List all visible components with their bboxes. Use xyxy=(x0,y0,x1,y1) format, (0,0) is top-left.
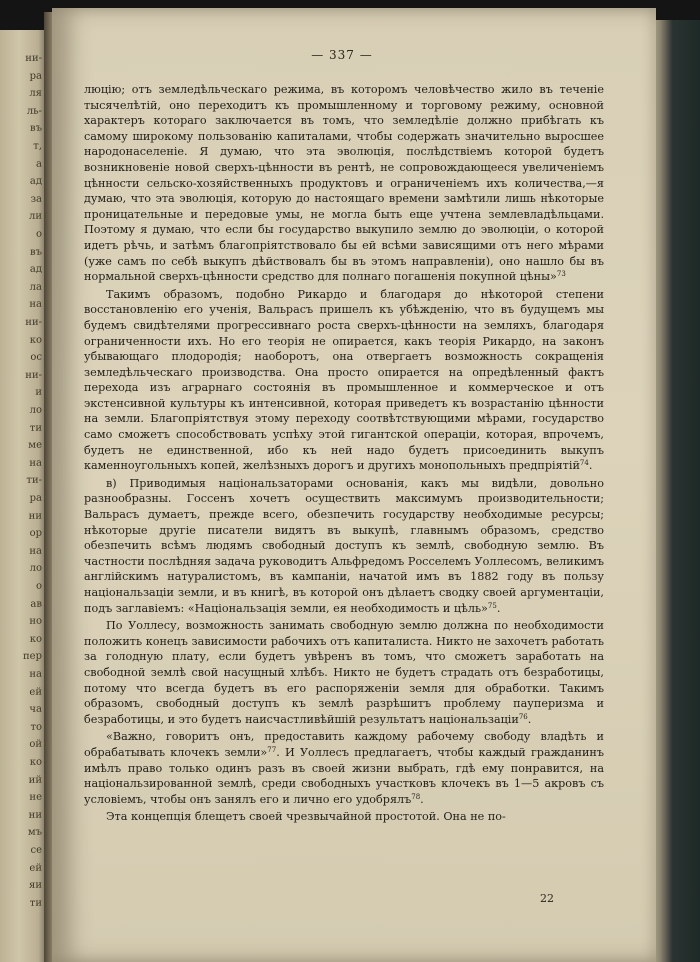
left-page-fragment: ли xyxy=(28,211,42,223)
book-page xyxy=(52,8,656,962)
footnote-ref: 74 xyxy=(579,459,589,468)
left-page-fragment: ти xyxy=(29,422,42,434)
paragraph-text: Эта концепція блещетъ своей чрезвычайной простотой. Она не по- xyxy=(106,810,506,824)
left-page-fragment: ий xyxy=(28,774,42,786)
left-page-fragment: но xyxy=(29,615,42,628)
left-page-fragment: о xyxy=(35,580,42,592)
left-page-fragment: ей xyxy=(29,686,42,698)
left-page-fragment: ни xyxy=(28,809,42,821)
left-page-fragment: ло xyxy=(29,563,42,575)
left-page-fragment: ло xyxy=(29,404,42,416)
left-page-fragment: ти xyxy=(29,897,42,909)
left-page-fragment: ля xyxy=(29,87,42,100)
paragraph: По Уоллесу, возможность занимать свободную землю должна по необходимости положить конецъ зависимости рабочихъ отъ капиталиста. Никто не захочетъ работать за голодную плату, если будетъ увѣренъ въ томъ, что сможетъ заработать на свободной землѣ свой насущный хлѣбъ. Никто не будетъ страдать отъ безработицы, потому что всегда будетъ въ его распоряженіи земля для обработки. Такимъ образомъ, свободный доступъ къ землѣ разрѣшитъ проблему пауперизма и безработицы, и это будетъ наисчастливѣйшій результатъ національзаціи$^{76}$. xyxy=(84,619,604,726)
left-page-fragment: се xyxy=(30,844,42,856)
left-page-fragment: о xyxy=(35,228,42,240)
left-page-fragment: ме xyxy=(28,439,42,452)
left-page-fragment: мъ xyxy=(27,827,42,839)
left-page-fragment: за xyxy=(30,193,42,205)
left-page-fragment: ль- xyxy=(26,105,42,117)
left-page-fragment: яи xyxy=(29,879,42,892)
left-page-fragment: ос xyxy=(30,351,42,364)
page-number: — 337 — xyxy=(311,48,373,62)
left-page-fragment: не xyxy=(29,791,42,804)
footnote-ref: 73 xyxy=(556,270,566,279)
left-page-fragment: ла xyxy=(29,281,42,293)
left-page-fragment: на xyxy=(29,545,42,557)
paragraph: «Важно, говоритъ онъ, предоставить каждому рабочему свободу владѣть и обрабатывать клочекъ земли»$^{77}$. И Уоллесъ предлагаетъ, чтобы каждый гражданинъ имѣлъ право только одинъ разъ въ своей жизни выбрать, гдѣ ему понравится, на національзированной землѣ, среди свободныхъ участковъ клочекъ въ 1—5 акровъ съ условіемъ, чтобы онъ занялъ его и лично его удобрялъ$^{78}$. xyxy=(84,730,604,806)
left-page-fragment: ни- xyxy=(25,52,42,64)
left-page-fragment: ни- xyxy=(25,369,42,381)
footnote-ref: 75 xyxy=(487,601,497,610)
footnote-ref: 77 xyxy=(267,745,277,754)
paragraph-text: . И Уоллесъ предлагаетъ, чтобы каждый гражданинъ имѣлъ право только одинъ разъ въ своей жизни выбрать, гдѣ ему понравится, на національзированной землѣ, среди свободныхъ участковъ клочекъ въ 1—5 акровъ съ условіемъ, чтобы онъ занялъ его и лично его удобрялъ xyxy=(84,745,604,806)
paragraph xyxy=(84,82,604,285)
left-page-fragment: въ xyxy=(30,123,42,135)
book-cover-edge xyxy=(650,20,700,962)
left-page-fragment: въ xyxy=(30,246,42,258)
left-page-fragment: ад xyxy=(29,175,42,188)
left-page-fragment: т, xyxy=(33,140,42,152)
paragraph: в) Приводимыя національзаторами основанія, какъ мы видѣли, довольно разнообразны. Госсенъ хочетъ осуществить максимумъ производительности; Вальрасъ думаетъ, прежде всего, обезпечить государству необходимые ресурсы; нѣкоторые другіе писатели видятъ въ выкупѣ, главнымъ образомъ, средство обезпечить всѣмъ людямъ свободный доступъ къ землѣ, свободную землю. Въ частности послѣдняя задача руководитъ Альфредомъ Росселемъ Уоллесомъ, великимъ англійскимъ натуралистомъ, въ кампаніи, начатой имъ въ 1882 году въ пользу національзаціи земли, и въ книгѣ, въ которой онъ дѣлаетъ сводку своей аргументаціи, подъ заглавіемъ: «Національзація земли, ея необходимость и цѣль»$^{75}$. xyxy=(84,476,604,615)
paragraph: Такимъ образомъ, подобно Рикардо и благодаря до нѣкоторой степени восстановленію его ученія, Вальрасъ пришелъ къ убѣжденію, что въ будущемъ мы будемъ свидѣтелями прогрессивнаго роста сверхъ-цѣнности на земляхъ, благодаря ограниченности ихъ. Но его теорія не опирается, какъ теорія Рикардо, на законъ убывающаго плодородія; наоборотъ, она отвергаетъ возможность сокращенія земледѣльческаго производства. Она просто опирается на опредѣленный фактъ перехода изъ аграрнаго состоянія въ промышленное и коммерческое и отъ экстенсивной культуры къ интенсивной, которая приведетъ къ возрастанію цѣнности на земли. Благопріятствуя этому переходу соотвѣтствующими мѣрами, государство само сможетъ способствовать успѣху этой гигантской операціи, которая, впрочемъ, будетъ не единственной, ибо къ ней надо будетъ присоединить выкупъ каменноугольныхъ копей, желѣзныхъ дорогъ и другихъ монопольныхъ предпріятій$^{74}$. xyxy=(84,287,604,473)
left-page-fragment: ой xyxy=(29,739,42,751)
left-page-fragment: ни- xyxy=(25,316,42,328)
left-page-fragment: ра xyxy=(29,492,42,504)
left-page-fragment: а xyxy=(36,158,42,170)
left-page-fragment: на xyxy=(29,457,42,469)
left-page-fragment: ав xyxy=(30,598,42,610)
paragraph-text: Такимъ образомъ, подобно Рикардо и благодаря до нѣкоторой степени восстановленію его ученія, Вальрасъ пришелъ къ убѣжденію, что въ будущемъ мы будемъ свидѣтелями прогрессивнаго роста сверхъ-цѣнности на земляхъ, благодаря ограниченности ихъ. Но его теорія не опирается, какъ теорія Рикардо, на законъ убывающаго плодородія; наоборотъ, она отвергаетъ возможность сокращенія земледѣльческаго производства. Она просто опирается на опредѣленный фактъ перехода изъ аграрнаго состоянія въ промышленное и коммерческое и отъ экстенсивной культуры къ интенсивной, которая приведетъ къ возрастанію цѣнности на земли. Благопріятствуя этому переходу соотвѣтствующими мѣрами, государство само сможетъ способствовать успѣху этой гигантской операціи, которая, впрочемъ, будетъ не единственной, ибо къ ней надо будетъ присоединить выкупъ каменноугольныхъ копей, желѣзныхъ дорогъ и другихъ монопольныхъ предпріятій xyxy=(84,287,604,473)
left-page-fragment: ра xyxy=(29,70,42,82)
left-page-fragment: ни xyxy=(28,510,42,522)
left-page-fragment: ор xyxy=(29,527,42,540)
footnote-ref: 76 xyxy=(518,712,528,721)
left-page-fragment: ча xyxy=(29,703,42,716)
left-page-fragment: то xyxy=(30,721,42,733)
page-text xyxy=(84,82,604,827)
paragraph-text: «Важно, говоритъ онъ, предоставить каждому рабочему свободу владѣть и обрабатывать клочекъ земли» xyxy=(84,730,604,759)
left-page-edge xyxy=(0,30,48,962)
paragraph-text: По Уоллесу, возможность занимать свободную землю должна по необходимости положить конецъ зависимости рабочихъ отъ капиталиста. Никто не захочетъ работать за голодную плату, если будетъ увѣренъ въ томъ, что сможетъ заработать на свободной землѣ свой насущный хлѣбъ. Никто не будетъ страдать отъ безработицы, потому что всегда будетъ въ его распоряженіи земля для обработки. Такимъ образомъ, свободный доступъ къ землѣ разрѣшитъ проблему пауперизма и безработицы, и это будетъ наисчастливѣйшій результатъ національзаціи xyxy=(84,619,604,726)
left-page-fragment: ко xyxy=(29,334,42,346)
left-page-fragment: пер xyxy=(23,651,42,663)
paragraph-text: люцію; отъ земледѣльческаго режима, въ которомъ человѣчество жило въ теченіе тысячелѣтій, оно переходитъ къ промышленному и торговому режиму, основной характеръ котораго заключается въ томъ, что земледѣліе должно прибѣгать къ самому широкому пользованію капиталами, чтобы содержать значительно выросшее народонаселеніе. Я думаю, что эта эволюція, послѣдствіемъ которой будетъ возникновеніе новой сверхъ-цѣнности въ рентѣ, не сопровождающееся увеличеніемъ цѣнности сельско-хозяйственныхъ продуктовъ и ограниченіемъ ихъ количества,—я думаю, что эта эволюція, которую до настоящаго времени замѣтили лишь нѣкоторые проницательные и передовые умы, не могла быть еще учтена землевладѣльцами. Поэтому я думаю, что если бы государство выкупило землю до эволюціи, о которой идетъ рѣчь, и затѣмъ благопріятствовало бы ей всѣми зависящими отъ него мѣрами (уже самъ по себѣ выкупъ дѣйствовалъ бы въ этомъ направленіи), оно нашло бы въ нормальной сверхъ-цѣнности средство для полнаго погашенія покупной цѣны» xyxy=(84,83,604,284)
left-page-fragment: ти- xyxy=(26,475,42,487)
left-page-fragment: ко xyxy=(29,756,42,768)
left-page-fragment: ко xyxy=(29,633,42,645)
paragraph xyxy=(84,809,604,825)
left-page-fragment: ей xyxy=(29,862,42,874)
signature-mark: 22 xyxy=(540,892,554,905)
paragraph-text: в) Приводимыя національзаторами основанія, какъ мы видѣли, довольно разнообразны. Госсенъ хочетъ осуществить максимумъ производительности; Вальрасъ думаетъ, прежде всего, обезпечить государству необходимые ресурсы; нѣкоторые другіе писатели видятъ въ выкупѣ, главнымъ образомъ, средство обезпечить всѣмъ людямъ свободный доступъ къ землѣ, свободную землю. Въ частности послѣдняя задача руководитъ Альфредомъ Росселемъ Уоллесомъ, великимъ англійскимъ натуралистомъ, въ кампаніи, начатой имъ въ 1882 году въ пользу національзаціи земли, и въ книгѣ, въ которой онъ дѣлаетъ сводку своей аргументаціи, подъ заглавіемъ: «Національзація земли, ея необходимость и цѣль» xyxy=(84,476,604,615)
left-page-fragment: ад xyxy=(29,263,42,276)
left-page-fragment: и xyxy=(35,387,42,399)
footnote-ref: 78 xyxy=(411,792,421,801)
left-page-fragment: на xyxy=(29,299,42,311)
left-page-fragment: на xyxy=(29,668,42,680)
